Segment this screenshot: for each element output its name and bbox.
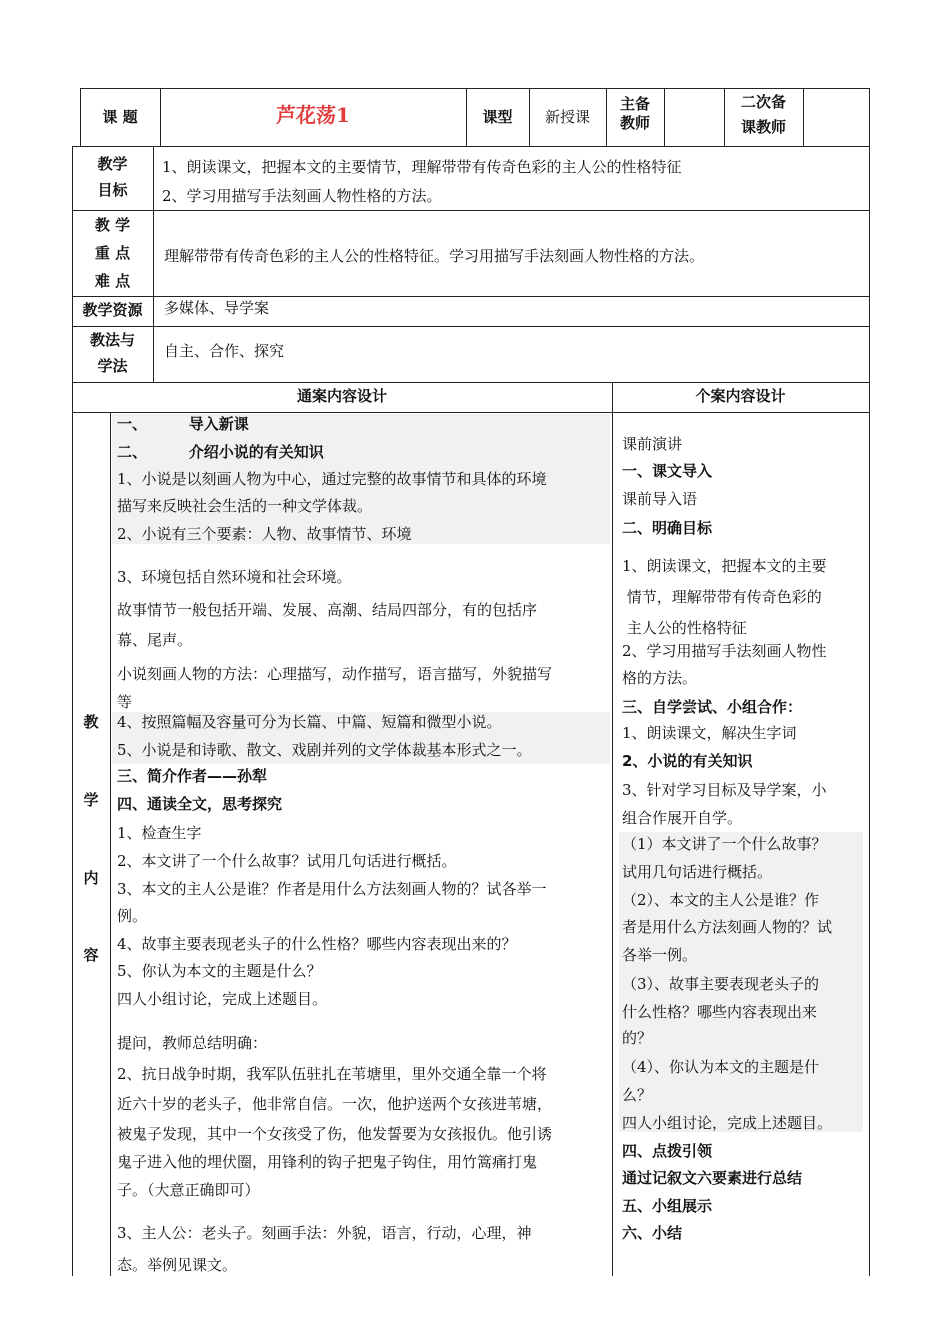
main-teacher-label: 主备 教师 [619, 95, 650, 132]
lesson-type-value: 新授课 [544, 108, 590, 126]
individual-content-line: 么？ [622, 1086, 653, 1104]
content-label-char: 学 [83, 791, 99, 809]
individual-content-line: （1）本文讲了一个什么故事？ [622, 835, 827, 853]
common-content-line: 近六十岁的老头子，他非常自信。一次，他护送两个女孩进苇塘， [117, 1095, 553, 1113]
methods-label: 教法与 学法 [89, 331, 135, 375]
table-border [72, 326, 870, 327]
common-content-line: 三、简介作者——孙犁 [117, 767, 268, 785]
individual-content-line: 二、明确目标 [622, 519, 713, 537]
table-border [664, 88, 665, 146]
methods-text: 自主、合作、探究 [164, 342, 285, 360]
individual-content-line: 情节，理解带带有传奇色彩的 [622, 588, 822, 606]
lesson-type-label: 课型 [482, 108, 513, 126]
common-content-line: 小说刻画人物的方法：心理描写，动作描写，语言描写，外貌描写 [117, 665, 553, 683]
common-content-line: 二、 介绍小说的有关知识 [117, 443, 324, 461]
table-border [72, 210, 870, 211]
lesson-title: 芦花荡1 [276, 103, 350, 127]
common-content-line: 例。 [117, 907, 148, 925]
individual-content-line: 什么性格？哪些内容表现出来 [622, 1003, 818, 1021]
individual-content-line: 2、小说的有关知识 [622, 752, 753, 770]
common-content-line: 4、按照篇幅及容量可分为长篇、中篇、短篇和微型小说。 [117, 713, 502, 731]
individual-content-line: 试用几句话进行概括。 [622, 863, 773, 881]
individual-content-line: 各举一例。 [622, 946, 698, 964]
individual-content-line: 一、课文导入 [622, 462, 713, 480]
individual-content-line: 主人公的性格特征 [622, 619, 747, 637]
table-border [110, 412, 111, 1276]
common-content-line: 2、抗日战争时期，我军队伍驻扎在苇塘里，里外交通全靠一个将 [117, 1065, 547, 1083]
content-label-char: 教 [83, 713, 99, 731]
content-label-char: 容 [83, 946, 99, 964]
individual-content-line: 通过记叙文六要素进行总结 [622, 1169, 803, 1187]
individual-content-line: 四人小组讨论，完成上述题目。 [622, 1114, 833, 1132]
objectives-label: 教学 目标 [97, 155, 128, 199]
individual-content-line: 组合作展开自学。 [622, 809, 743, 827]
common-content-line: 1、检查生字 [117, 824, 202, 842]
individual-content-line: （3）、故事主要表现老头子的 [622, 975, 820, 993]
individual-content-line: 三、自学尝试、小组合作： [622, 698, 803, 716]
common-content-line: 2、本文讲了一个什么故事？试用几句话进行概括。 [117, 852, 457, 870]
table-border [72, 146, 870, 147]
common-content-line: 故事情节一般包括开端、发展、高潮、结局四部分，有的包括序 [117, 601, 538, 619]
individual-content-line: 1、朗读课文，解决生字词 [622, 724, 797, 742]
key-points-label: 教 学 重 点 难 点 [94, 216, 131, 290]
individual-content-line: 课前导入语 [622, 490, 698, 508]
objective-item: 2、学习用描写手法刻画人物性格的方法。 [162, 187, 442, 205]
common-content-line: 四人小组讨论，完成上述题目。 [117, 990, 328, 1008]
common-content-line: 一、 导入新课 [117, 415, 249, 433]
individual-content-line: 六、小结 [622, 1224, 683, 1242]
individual-content-line: 四、点拨引领 [622, 1142, 713, 1160]
common-content-line: 幕、尾声。 [117, 631, 193, 649]
common-design-header: 通案内容设计 [296, 387, 387, 405]
common-content-line: 3、主人公：老头子。刻画手法：外貌，语言，行动，心理，神 [117, 1224, 532, 1242]
common-content-line: 5、你认为本文的主题是什么？ [117, 962, 322, 980]
common-content-line: 子。（大意正确即可） [117, 1181, 260, 1199]
individual-content-line: 3、针对学习目标及导学案，小 [622, 781, 827, 799]
common-content-line: 被鬼子发现，其中一个女孩受了伤，他发誓要为女孩报仇。他引诱 [117, 1125, 553, 1143]
individual-content-line: 2、学习用描写手法刻画人物性 [622, 642, 827, 660]
second-teacher-label: 二次备 课教师 [740, 93, 786, 136]
objective-item: 1、朗读课文，把握本文的主要情节，理解带带有传奇色彩的主人公的性格特征 [162, 158, 682, 176]
table-border [72, 412, 870, 413]
individual-design-header: 个案内容设计 [695, 387, 786, 405]
individual-content-line: 五、小组展示 [622, 1197, 713, 1215]
table-border [612, 382, 613, 1276]
table-border [72, 382, 870, 383]
common-content-line: 4、故事主要表现老头子的什么性格？哪些内容表现出来的？ [117, 935, 517, 953]
common-content-line: 等 [117, 693, 133, 711]
common-content-line: 3、环境包括自然环境和社会环境。 [117, 568, 352, 586]
common-content-line: 3、本文的主人公是谁？作者是用什么方法刻画人物的？试各举一 [117, 880, 547, 898]
common-content-line: 提问，教师总结明确： [117, 1034, 268, 1052]
resources-label: 教学资源 [82, 301, 143, 319]
common-content-line: 鬼子进入他的埋伏圈，用锋利的钩子把鬼子钩住，用竹篙痛打鬼 [117, 1153, 538, 1171]
resources-text: 多媒体、导学案 [164, 299, 270, 317]
individual-content-line: 的？ [622, 1029, 653, 1047]
common-content-line: 四、通读全文，思考探究 [117, 795, 283, 813]
common-content-line: 1、小说是以刻画人物为中心，通过完整的故事情节和具体的环境 [117, 470, 547, 488]
individual-content-line: 格的方法。 [622, 669, 698, 687]
common-content-line: 描写来反映社会生活的一种文学体裁。 [117, 497, 373, 515]
individual-content-line: 课前演讲 [622, 435, 683, 453]
common-content-line: 5、小说是和诗歌、散文、戏剧并列的文学体裁基本形式之一。 [117, 741, 532, 759]
table-border [803, 88, 804, 146]
table-border [72, 296, 870, 297]
table-border-top [80, 88, 870, 89]
individual-content-line: （4）、你认为本文的主题是什 [622, 1058, 820, 1076]
key-points-text: 理解带带有传奇色彩的主人公的性格特征。学习用描写手法刻画人物性格的方法。 [164, 247, 705, 265]
individual-content-line: 1、朗读课文，把握本文的主要 [622, 557, 827, 575]
content-label-char: 内 [83, 869, 99, 887]
table-border-right [869, 88, 870, 1276]
individual-content-line: （2）、本文的主人公是谁？作 [622, 891, 820, 909]
table-border [153, 146, 154, 382]
common-content-line: 态。举例见课文。 [117, 1256, 238, 1274]
common-content-line: 2、小说有三个要素：人物、故事情节、环境 [117, 525, 412, 543]
individual-content-line: 者是用什么方法刻画人物的？试 [622, 918, 833, 936]
topic-label: 课 题 [102, 108, 138, 126]
